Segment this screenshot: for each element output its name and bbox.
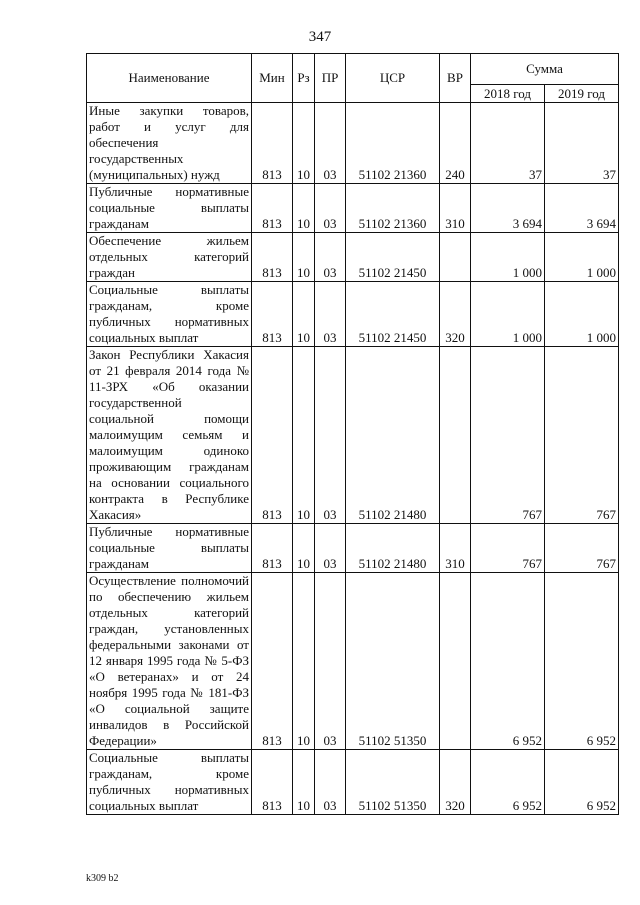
row-csr: 51102 21360 <box>346 184 440 233</box>
row-min: 813 <box>252 184 293 233</box>
header-min: Мин <box>252 54 293 103</box>
row-rz: 10 <box>293 573 315 750</box>
row-vr: 320 <box>440 282 471 347</box>
header-pr: ПР <box>315 54 346 103</box>
row-csr: 51102 21450 <box>346 282 440 347</box>
row-min: 813 <box>252 233 293 282</box>
row-rz: 10 <box>293 103 315 184</box>
header-sum: Сумма <box>471 54 619 85</box>
row-name: Осуществление полномочий по обеспечению жильем отдельных категорий граждан, установленных федеральными законами от 12 января 1995 года № 5-ФЗ «О ветеранах» и от 24 ноября 1995 года № 181-ФЗ «О социальной защите инвалидов в Российской Федерации» <box>87 573 252 750</box>
row-vr <box>440 233 471 282</box>
row-rz: 10 <box>293 347 315 524</box>
row-name: Публичные нормативные социальные выплаты гражданам <box>87 184 252 233</box>
row-rz: 10 <box>293 233 315 282</box>
row-sum-2019: 3 694 <box>545 184 619 233</box>
page-number: 347 <box>308 29 332 45</box>
row-name: Закон Республики Хакасия от 21 февраля 2014 года № 11-ЗРХ «Об оказании государственной социальной помощи малоимущим семьям и малоимущим одиноко проживающим гражданам на основании социального контракта в Республике Хакасия» <box>87 347 252 524</box>
row-vr: 240 <box>440 103 471 184</box>
row-sum-2018: 6 952 <box>471 573 545 750</box>
row-min: 813 <box>252 750 293 815</box>
row-pr: 03 <box>315 184 346 233</box>
row-sum-2019: 767 <box>545 524 619 573</box>
row-name: Иные закупки товаров, работ и услуг для обеспечения государственных (муниципальных) нужд <box>87 103 252 184</box>
row-sum-2018: 3 694 <box>471 184 545 233</box>
row-sum-2019: 767 <box>545 347 619 524</box>
row-csr: 51102 21360 <box>346 103 440 184</box>
row-sum-2018: 767 <box>471 347 545 524</box>
table-row <box>87 233 619 282</box>
row-vr: 310 <box>440 524 471 573</box>
row-min: 813 <box>252 282 293 347</box>
row-sum-2019: 1 000 <box>545 233 619 282</box>
row-csr: 51102 51350 <box>346 750 440 815</box>
row-vr: 310 <box>440 184 471 233</box>
header-vr: ВР <box>440 54 471 103</box>
row-csr: 51102 51350 <box>346 573 440 750</box>
row-pr: 03 <box>315 750 346 815</box>
row-min: 813 <box>252 524 293 573</box>
row-sum-2019: 6 952 <box>545 750 619 815</box>
table-row <box>87 573 619 750</box>
row-sum-2018: 6 952 <box>471 750 545 815</box>
table-row <box>87 347 619 524</box>
row-pr: 03 <box>315 233 346 282</box>
row-pr: 03 <box>315 524 346 573</box>
row-csr: 51102 21450 <box>346 233 440 282</box>
header-csr: ЦСР <box>346 54 440 103</box>
table-row <box>87 524 619 573</box>
row-name: Социальные выплаты гражданам, кроме публичных нормативных социальных выплат <box>87 282 252 347</box>
row-vr <box>440 347 471 524</box>
table-row <box>87 282 619 347</box>
row-pr: 03 <box>315 282 346 347</box>
row-min: 813 <box>252 103 293 184</box>
row-name: Обеспечение жильем отдельных категорий граждан <box>87 233 252 282</box>
table-row <box>87 750 619 815</box>
row-vr: 320 <box>440 750 471 815</box>
row-sum-2018: 1 000 <box>471 282 545 347</box>
row-sum-2018: 37 <box>471 103 545 184</box>
header-name: Наименование <box>87 54 252 103</box>
row-name: Публичные нормативные социальные выплаты гражданам <box>87 524 252 573</box>
row-pr: 03 <box>315 573 346 750</box>
row-name: Социальные выплаты гражданам, кроме публичных нормативных социальных выплат <box>87 750 252 815</box>
budget-table <box>86 53 619 815</box>
row-sum-2018: 767 <box>471 524 545 573</box>
header-year-2019: 2019 год <box>545 85 619 103</box>
table-row <box>87 103 619 184</box>
row-csr: 51102 21480 <box>346 524 440 573</box>
row-min: 813 <box>252 347 293 524</box>
row-rz: 10 <box>293 524 315 573</box>
row-sum-2018: 1 000 <box>471 233 545 282</box>
row-rz: 10 <box>293 750 315 815</box>
row-pr: 03 <box>315 347 346 524</box>
row-rz: 10 <box>293 184 315 233</box>
row-csr: 51102 21480 <box>346 347 440 524</box>
header-year-2018: 2018 год <box>471 85 545 103</box>
row-sum-2019: 37 <box>545 103 619 184</box>
row-pr: 03 <box>315 103 346 184</box>
header-rz: Рз <box>293 54 315 103</box>
row-sum-2019: 1 000 <box>545 282 619 347</box>
row-rz: 10 <box>293 282 315 347</box>
footer-code: k309 b2 <box>86 873 119 884</box>
row-vr <box>440 573 471 750</box>
row-sum-2019: 6 952 <box>545 573 619 750</box>
row-min: 813 <box>252 573 293 750</box>
table-row <box>87 184 619 233</box>
